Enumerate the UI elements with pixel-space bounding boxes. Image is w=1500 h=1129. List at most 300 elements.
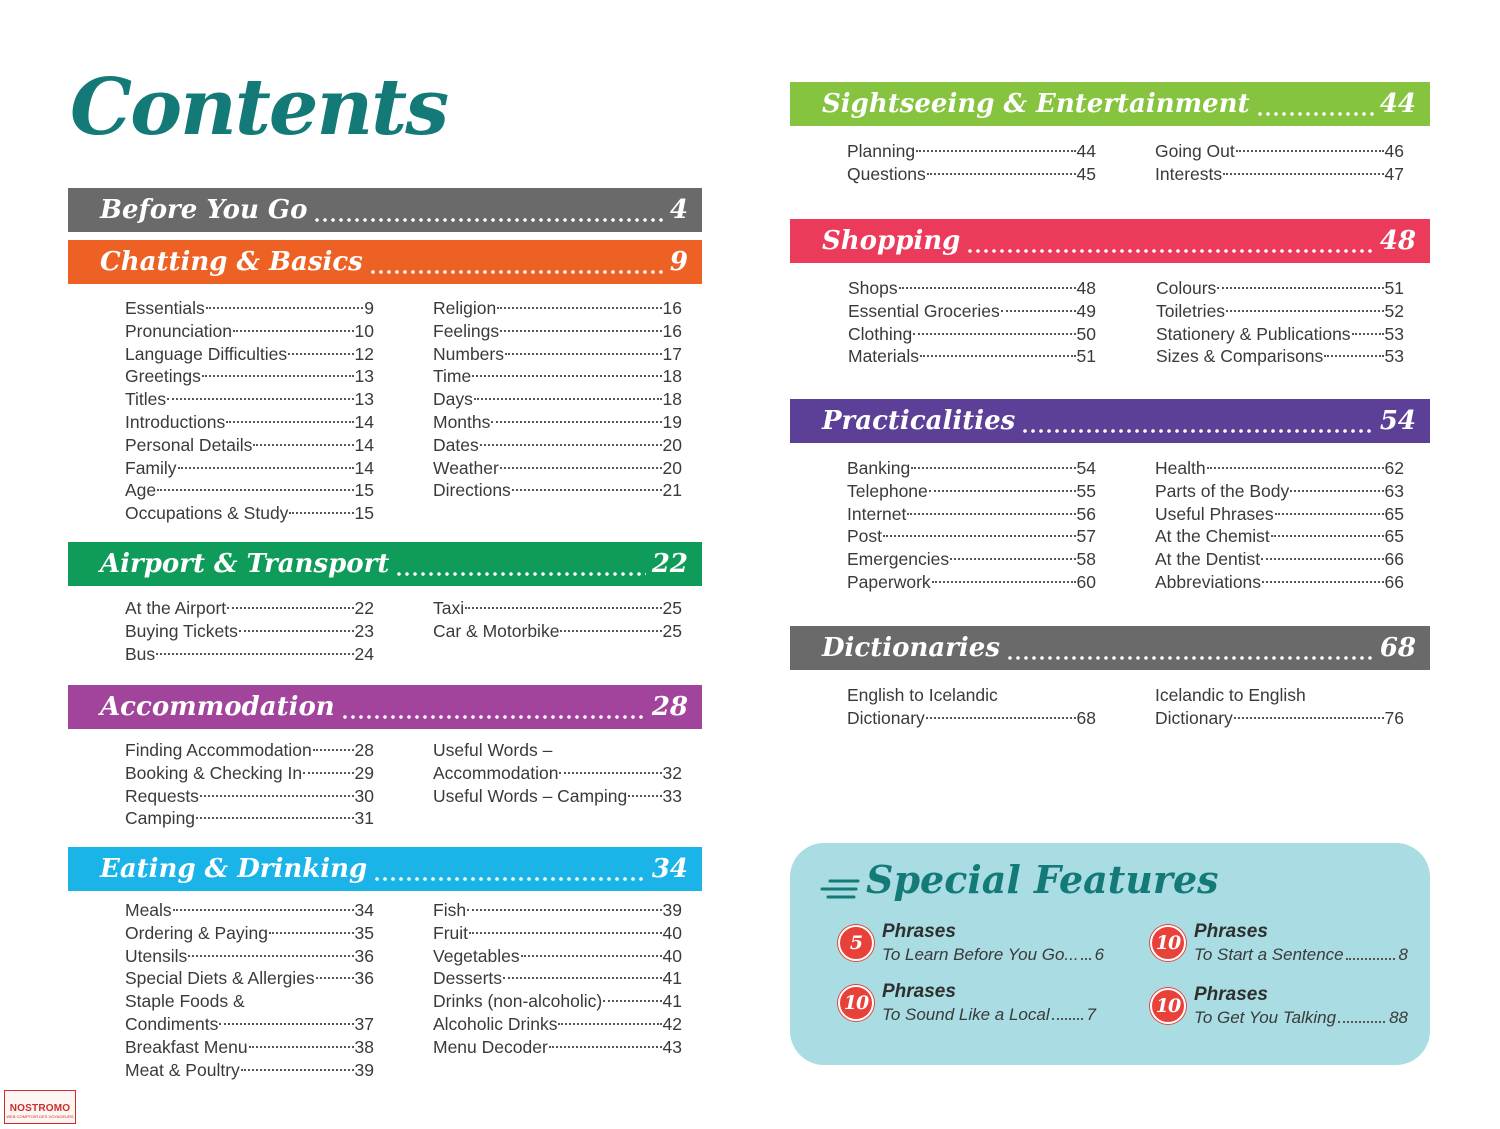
toc-entry[interactable] [1156,345,1404,368]
toc-entry[interactable] [847,525,1096,548]
toc-entry-page: 58 [1076,549,1096,570]
toc-entry-page: 49 [1076,300,1096,321]
toc-entry-label: Special Diets & Allergies [125,968,315,989]
toc-entry[interactable] [1155,140,1404,163]
toc-entry-label: Language Difficulties [125,343,288,364]
toc-entry-label: Ordering & Paying [125,922,268,943]
toc-entry[interactable] [125,739,374,762]
toc-entry-page: 40 [662,922,682,943]
toc-entry-label: Desserts [433,968,503,989]
dot-leader [521,955,662,957]
toc-column [125,899,374,1081]
toc-entry-page: 55 [1076,480,1096,501]
toc-entry-page: 14 [354,457,374,478]
toc-entry[interactable] [125,785,374,808]
toc-entry-page: 66 [1384,571,1404,592]
toc-entry-label: Condiments [125,1013,219,1034]
toc-column [848,277,1096,368]
special-feature-subtitle-line [882,945,1105,965]
toc-entry[interactable] [125,479,374,502]
dot-leader [200,795,354,797]
dot-leader [505,353,662,355]
section-header-before-you-go[interactable] [68,188,702,232]
special-feature-heading: Phrases [1194,984,1268,1005]
toc-entry[interactable] [433,343,682,366]
dot-leader [369,240,664,284]
toc-entry[interactable] [1155,571,1404,594]
toc-entry[interactable] [1156,300,1404,323]
toc-entry-page: 16 [662,298,682,318]
toc-entry-label: Introductions [125,411,226,432]
toc-entry[interactable] [433,762,682,785]
section-header-practicalities[interactable] [790,399,1430,443]
toc-entry[interactable] [433,967,682,990]
toc-column [847,457,1096,594]
toc-entry[interactable] [1155,525,1404,548]
dot-leader [1001,310,1076,312]
toc-entry-label: Age [125,480,157,501]
dot-leader [219,1023,353,1025]
toc-entry-page: 46 [1384,141,1404,161]
section-page-number: 34 [651,854,688,884]
toc-entry[interactable] [125,643,374,666]
dot-leader [241,1069,354,1071]
toc-entry[interactable] [433,411,682,434]
special-feature-subtitle: To Sound Like a Local [882,1005,1050,1024]
toc-entry-page: 18 [662,389,682,410]
toc-entry[interactable] [125,597,374,620]
dot-leader [173,909,354,911]
toc-entry-label: At the Dentist [1155,549,1261,570]
toc-entry-label: Essentials [125,298,205,318]
toc-entry-label: Interests [1155,163,1223,184]
toc-entry[interactable] [847,140,1096,163]
dot-leader [916,150,1075,152]
toc-entry[interactable] [847,571,1096,594]
toc-entry-page: 63 [1384,480,1404,501]
toc-entry-label: Banking [847,458,911,478]
dot-leader [303,772,353,774]
toc-entry-label: Feelings [433,320,500,341]
section-title: Before You Go [100,195,308,225]
dot-leader [253,444,353,446]
toc-entry[interactable] [125,807,374,830]
toc-column [433,899,682,1059]
toc-entry[interactable] [125,388,374,411]
dot-leader [249,1046,354,1048]
dot-leader [1021,399,1374,443]
toc-entry-page: 54 [1076,458,1096,478]
toc-entry[interactable] [125,899,374,922]
special-feature-page: 8 [1398,945,1408,964]
toc-entry[interactable] [433,320,682,343]
toc-entry-label: Internet [847,503,907,524]
dot-leader [316,977,354,979]
toc-entry[interactable] [125,620,374,643]
toc-entry-page: 44 [1076,141,1096,161]
toc-entry-page: 14 [354,411,374,432]
toc-entry-label: Buying Tickets [125,620,238,641]
toc-entry-label: Useful Words – Camping [433,785,628,806]
dot-leader [341,685,646,729]
toc-entry-label: Religion [433,298,497,318]
toc-entry-label: Parts of the Body [1155,480,1290,501]
special-feature-page: 7 [1086,1005,1096,1024]
section-page-number: 54 [1379,406,1416,436]
toc-entry[interactable] [125,1059,374,1082]
toc-entry-page: 18 [662,366,682,387]
toc-entry-label: Emergencies [847,549,950,570]
dot-leader [920,355,1076,357]
toc-entry-page: 51 [1076,346,1096,367]
toc-entry-label: Meat & Poultry [125,1059,240,1080]
toc-entry-label: Useful Words – [433,740,553,760]
section-header-shopping[interactable] [790,219,1430,263]
toc-entry-page: 23 [354,620,374,641]
toc-entry[interactable] [433,1036,682,1059]
toc-entry[interactable] [1155,503,1404,526]
toc-entry-page: 65 [1384,503,1404,524]
toc-entry-page: 65 [1384,526,1404,547]
toc-entry[interactable] [433,899,682,922]
toc-entry-page: 13 [354,389,374,410]
toc-entry[interactable] [125,434,374,457]
toc-entry-label: Abbreviations [1155,571,1262,592]
toc-column [125,297,374,525]
toc-entry-page: 10 [354,320,374,341]
dot-leader [1290,490,1383,492]
toc-entry-label: Taxi [433,598,465,618]
section-title: Dictionaries [822,633,1000,663]
section-page-number: 44 [1379,89,1416,119]
toc-entry-page: 56 [1076,503,1096,524]
toc-entry-label: Fruit [433,922,468,943]
dot-leader [926,717,1076,719]
toc-entry-label: Finding Accommodation [125,740,312,760]
section-title: Practicalities [822,406,1016,436]
toc-entry[interactable] [433,1013,682,1036]
toc-entry-label: At the Airport [125,598,227,618]
dot-leader [373,847,646,891]
special-feature-heading: Phrases [1194,921,1268,942]
count-badge: 10 [1150,988,1186,1024]
special-feature-subtitle: To Start a Sentence [1194,945,1344,964]
toc-entry-label: Useful Phrases [1155,503,1274,524]
section-header-dictionaries[interactable] [790,626,1430,670]
dot-leader [288,353,353,355]
toc-column [847,140,1096,186]
dot-leader [239,630,354,632]
toc-entry-page: 34 [354,900,374,920]
toc-entry[interactable] [125,343,374,366]
toc-entry[interactable] [848,323,1096,346]
toc-entry[interactable] [433,785,682,808]
dot-leader [1261,558,1383,560]
toc-entry-label: Weather [433,457,499,478]
toc-entry-page: 17 [662,343,682,364]
toc-entry[interactable] [433,597,682,620]
toc-entry-page: 43 [662,1036,682,1057]
dot-leader [196,817,353,819]
dot-leader [913,333,1075,335]
section-page-number: 68 [1379,633,1416,663]
toc-entry[interactable] [125,1036,374,1059]
toc-entry[interactable] [433,434,682,457]
toc-entry-page: 12 [354,343,374,364]
section-page-number: 28 [651,692,688,722]
dot-leader [395,542,645,586]
count-badge: 10 [838,985,874,1021]
dot-leader [512,489,662,491]
toc-entry-page: 40 [662,945,682,966]
dot-leader [560,630,661,632]
dot-leader [226,421,353,423]
toc-entry[interactable] [1156,277,1404,300]
toc-entry[interactable] [125,922,374,945]
toc-entry-page: 36 [354,945,374,966]
toc-entry[interactable] [125,1013,374,1036]
toc-column [125,739,374,830]
toc-entry[interactable] [1155,457,1404,480]
dot-leader [167,398,353,400]
toc-entry-label: Paperwork [847,571,931,592]
dot-leader [472,375,661,377]
dot-leader [313,749,354,751]
dot-leader [480,444,662,446]
dot-leader [899,287,1076,289]
toc-entry[interactable] [848,277,1096,300]
toc-entry[interactable] [1155,684,1404,707]
dot-leader [1223,173,1383,175]
dot-leader [628,795,661,797]
toc-entry-label: Toiletries [1156,300,1226,321]
toc-entry-page: 15 [354,503,374,524]
toc-entry[interactable] [433,990,682,1013]
toc-entry[interactable] [433,922,682,945]
toc-entry[interactable] [847,480,1096,503]
section-title: Accommodation [100,692,335,722]
toc-entry-label: Utensils [125,945,188,966]
toc-entry[interactable] [433,365,682,388]
toc-entry-label: Drinks (non-alcoholic) [433,991,603,1012]
toc-entry-label: Dates [433,434,479,455]
dot-leader [188,955,353,957]
toc-entry[interactable] [1155,707,1404,730]
dot-leader [269,932,354,934]
toc-entry-label: Numbers [433,343,504,364]
toc-entry[interactable] [125,945,374,968]
toc-entry-page: 62 [1384,458,1404,478]
toc-entry-label: Directions [433,480,511,501]
logo-tagline: WEB COMPTOIR DES VOYAGEURS [6,1114,74,1119]
toc-entry-page: 60 [1076,571,1096,592]
dot-leader [500,467,662,469]
special-feature-subtitle: To Get You Talking [1194,1008,1337,1027]
toc-entry[interactable] [125,320,374,343]
toc-entry-label: Bus [125,643,156,664]
dot-leader [202,375,354,377]
toc-entry[interactable] [1155,163,1404,186]
dot-leader [549,1046,662,1048]
logo-name: NOSTROMO [9,1103,71,1114]
section-header-accommodation[interactable] [68,685,702,729]
toc-entry[interactable] [125,457,374,480]
toc-entry[interactable] [433,945,682,968]
dot-leader [178,467,354,469]
toc-entry[interactable] [125,411,374,434]
section-header-eating-drinking[interactable] [68,847,702,891]
toc-entry-label: Days [433,389,473,410]
toc-column [125,597,374,665]
toc-entry[interactable] [847,163,1096,186]
section-title: Chatting & Basics [100,247,363,277]
dot-leader [1346,940,1395,960]
dot-leader [474,398,662,400]
toc-entry-label: At the Chemist [1155,526,1270,547]
toc-entry-page: 31 [354,808,374,829]
toc-entry[interactable] [125,762,374,785]
toc-entry-label: Personal Details [125,434,253,455]
toc-entry-page: 68 [1076,707,1096,728]
toc-entry-label: Camping [125,808,196,829]
section-header-sightseeing-entertainment[interactable] [790,82,1430,126]
toc-entry-label: Meals [125,900,172,920]
dot-leader [1081,940,1091,960]
toc-entry-page: 48 [1076,278,1096,298]
special-feature-subtitle-line [1194,945,1408,965]
dot-leader [1352,333,1384,335]
dot-leader [156,653,353,655]
toc-entry-page: 53 [1384,323,1404,344]
dot-leader [907,513,1075,515]
dot-leader [911,467,1075,469]
dot-leader [950,558,1075,560]
toc-entry[interactable] [433,388,682,411]
toc-entry-page: 9 [364,298,374,318]
toc-entry-page: 29 [354,762,374,783]
toc-entry-page: 22 [354,598,374,618]
toc-entry-page: 30 [354,785,374,806]
toc-entry[interactable] [433,479,682,502]
toc-entry-page: 32 [662,762,682,783]
toc-entry-label: Greetings [125,366,201,387]
toc-column [847,684,1096,730]
toc-entry[interactable] [1155,548,1404,571]
toc-entry[interactable] [433,739,682,762]
toc-entry-label: Sizes & Comparisons [1156,346,1324,367]
toc-entry-page: 39 [662,900,682,920]
toc-entry[interactable] [125,990,374,1013]
toc-entry-page: 21 [662,480,682,501]
toc-entry-label: Booking & Checking In [125,762,303,783]
toc-entry[interactable] [847,684,1096,707]
dot-leader [1207,467,1384,469]
toc-entry[interactable] [848,300,1096,323]
toc-entry-label: Materials [848,346,919,367]
toc-entry-page: 38 [354,1036,374,1057]
dot-leader [467,909,661,911]
toc-entry-page: 19 [662,411,682,432]
toc-entry-label: Health [1155,458,1206,478]
section-page-number: 4 [669,195,688,225]
toc-entry-page: 15 [354,480,374,501]
toc-entry-label: Alcoholic Drinks [433,1013,558,1034]
dot-leader [465,607,661,609]
toc-entry-page: 66 [1384,549,1404,570]
dot-leader [558,1023,661,1025]
toc-entry-page: 25 [662,598,682,618]
toc-entry-label: Post [847,526,883,547]
toc-entry-page: 37 [354,1013,374,1034]
toc-entry-label: Telephone [847,480,928,501]
toc-entry-label: Essential Groceries [848,300,1000,321]
toc-entry-page: 33 [662,785,682,806]
toc-entry-page: 41 [662,968,682,989]
toc-entry-page: 45 [1076,163,1096,184]
section-header-chatting-basics[interactable] [68,240,702,284]
count-badge: 10 [1150,925,1186,961]
toc-entry-label: Breakfast Menu [125,1036,248,1057]
toc-entry-label: Titles [125,389,167,410]
toc-entry[interactable] [847,548,1096,571]
toc-entry[interactable] [1155,480,1404,503]
toc-entry-page: 14 [354,434,374,455]
toc-entry[interactable] [847,503,1096,526]
toc-entry[interactable] [125,297,374,320]
toc-entry[interactable] [1156,323,1404,346]
toc-entry-page: 41 [662,991,682,1012]
section-title: Sightseeing & Entertainment [822,89,1250,119]
toc-entry[interactable] [847,707,1096,730]
toc-entry[interactable] [847,457,1096,480]
toc-entry-label: Fish [433,900,467,920]
toc-entry[interactable] [125,365,374,388]
toc-entry-page: 20 [662,457,682,478]
section-header-airport-transport[interactable] [68,542,702,586]
toc-column [1156,277,1404,368]
toc-entry-label: English to Icelandic [847,685,998,705]
toc-entry-page: 51 [1384,278,1404,298]
dot-leader [1234,717,1384,719]
toc-entry[interactable] [433,620,682,643]
toc-column [1155,684,1404,730]
section-title: Airport & Transport [100,549,390,579]
toc-entry[interactable] [125,967,374,990]
toc-entry-page: 47 [1384,163,1404,184]
toc-entry[interactable] [433,457,682,480]
toc-entry-page: 25 [662,620,682,641]
dot-leader [1262,581,1383,583]
special-feature-page: 88 [1389,1008,1408,1027]
toc-entry[interactable] [125,502,374,525]
toc-entry-page: 39 [354,1059,374,1080]
toc-entry-page: 42 [662,1013,682,1034]
toc-entry[interactable] [433,297,682,320]
toc-entry-page: 53 [1384,346,1404,367]
toc-entry-label: Family [125,457,177,478]
toc-entry-label: Shops [848,278,898,298]
toc-entry-label: Pronunciation [125,320,233,341]
toc-entry-page: 50 [1076,323,1096,344]
dot-leader [227,607,353,609]
toc-entry-label: Dictionary [1155,707,1233,728]
toc-entry-page: 20 [662,434,682,455]
toc-entry[interactable] [848,345,1096,368]
toc-entry-page: 13 [354,366,374,387]
toc-entry-label: Dictionary [847,707,925,728]
toc-entry-label: Icelandic to English [1155,685,1306,705]
toc-entry-page: 52 [1384,300,1404,321]
